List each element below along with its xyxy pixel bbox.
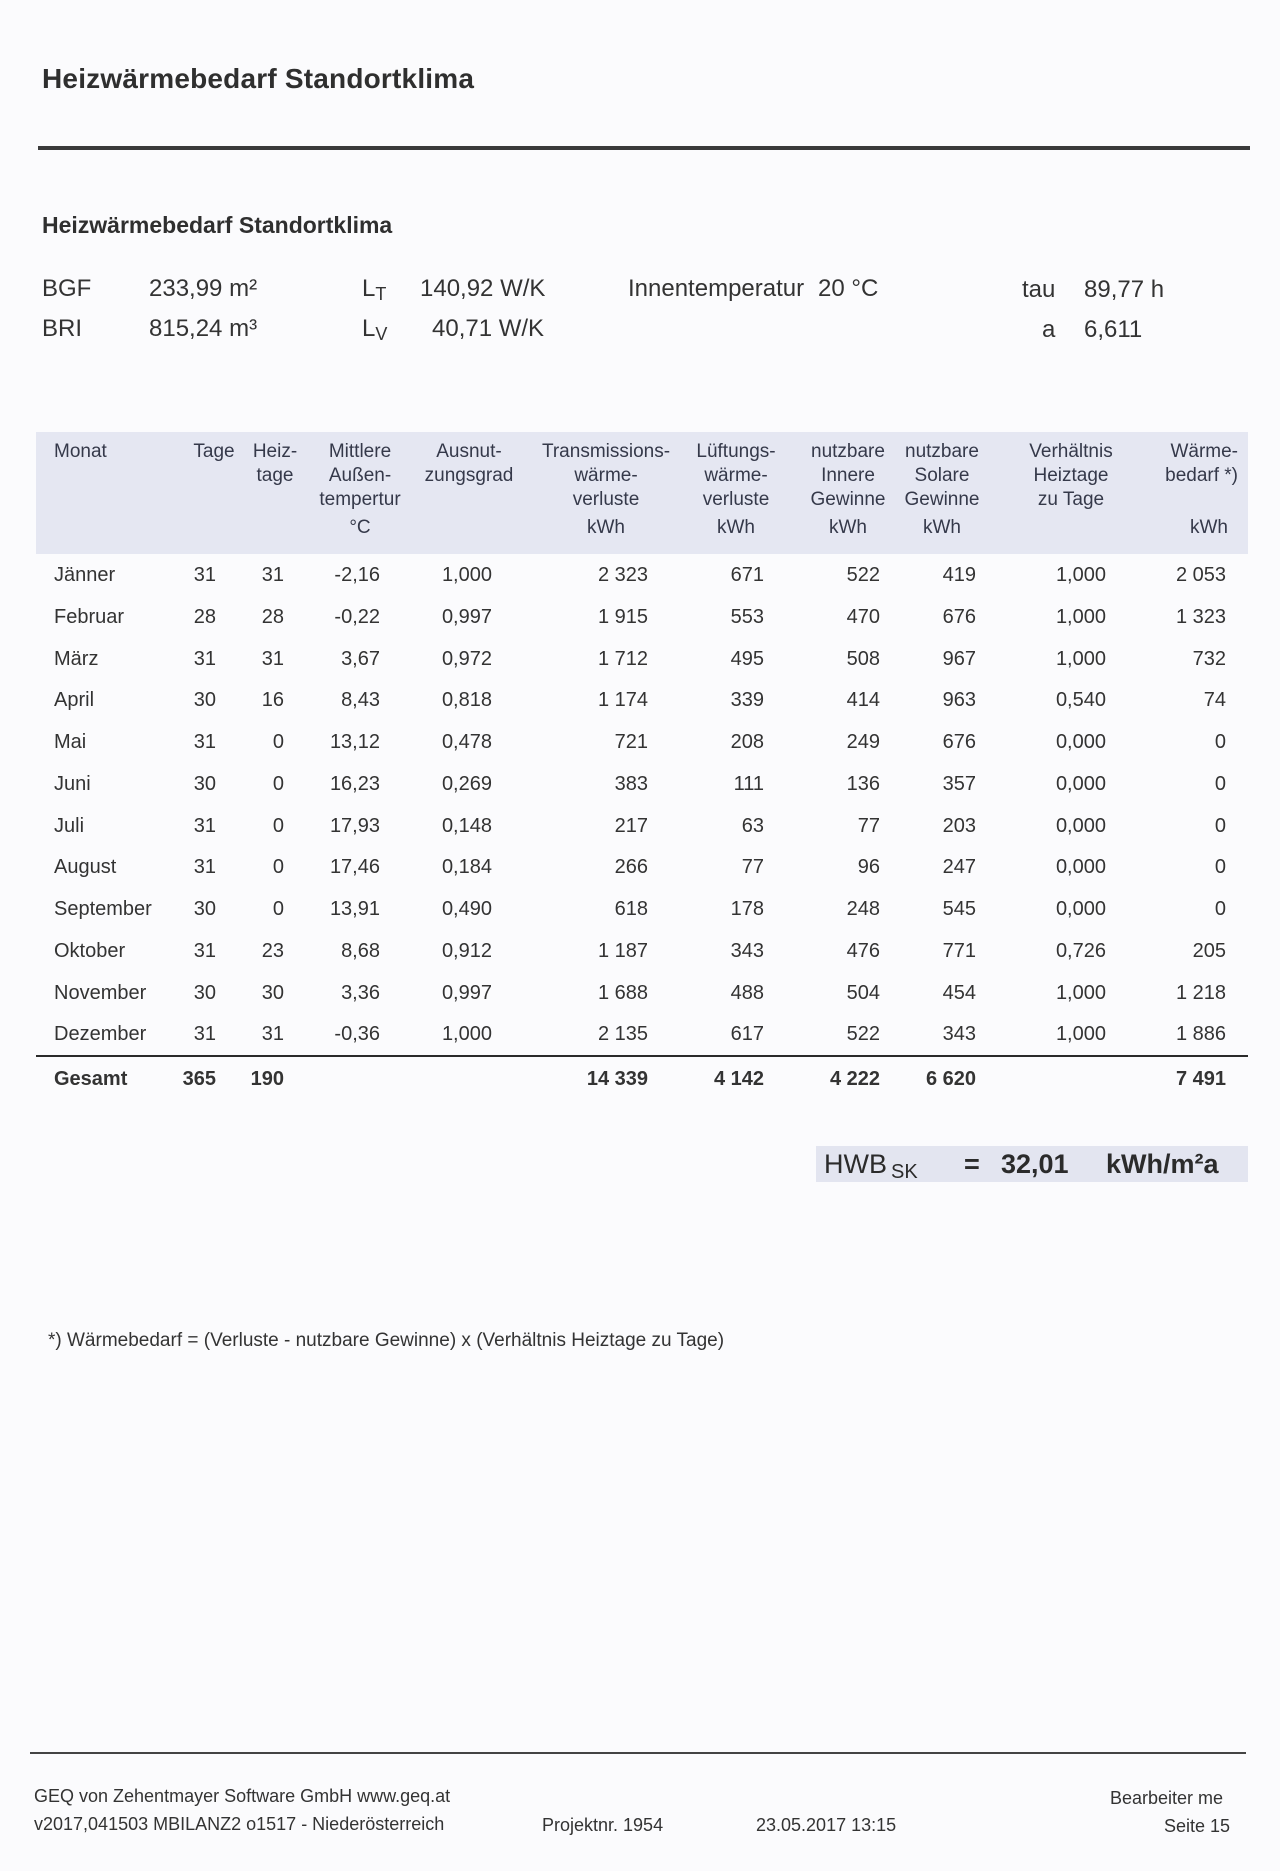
table-row	[36, 596, 1248, 638]
cell-temperatur: 3,36	[341, 981, 380, 1004]
cell-ausnutzungsgrad: 0,912	[441, 939, 492, 962]
cell-solare-gewinne: 247	[942, 856, 976, 879]
cell-lueftung: 77	[741, 856, 764, 879]
cell-temperatur: 8,68	[341, 939, 380, 962]
cell-monat: Juli	[54, 814, 85, 837]
cell-temperatur: 3,67	[341, 647, 380, 670]
cell-innere-gewinne: 522	[846, 564, 880, 586]
cell-monat: September	[54, 898, 152, 920]
footer-datum: 23.05.2017 13:15	[756, 1815, 897, 1835]
cell-temperatur: -2,16	[334, 564, 380, 586]
header-transmission: Transmissions- wärme- verluste kWh	[541, 441, 671, 538]
header-monat: Monat	[54, 441, 107, 462]
innentemperatur-value: 20 °C	[818, 275, 879, 302]
cell-heiztage: 0	[272, 772, 284, 795]
cell-monat: Jänner	[54, 564, 116, 586]
cell-ausnutzungsgrad: 0,997	[441, 605, 492, 628]
cell-solare-gewinne: 963	[942, 689, 976, 712]
cell-transmission: 2 135	[597, 1023, 648, 1046]
cell-lueftung: 111	[733, 772, 764, 795]
footer-projekt: Projektnr. 1954	[542, 1815, 664, 1835]
cell-transmission: 2 323	[597, 564, 648, 586]
cell-transmission: 217	[614, 814, 648, 837]
total-transmission: 14 339	[586, 1068, 648, 1090]
cell-innere-gewinne: 96	[857, 856, 880, 879]
header-solare-gewinne: nutzbare Solare Gewinne kWh	[904, 441, 980, 538]
cell-ausnutzungsgrad: 0,997	[441, 981, 492, 1004]
cell-tage: 30	[193, 898, 216, 920]
cell-solare-gewinne: 545	[942, 898, 976, 920]
cell-lueftung: 208	[730, 731, 764, 753]
hwb-result-box	[816, 1146, 1248, 1182]
table-row-total	[36, 1058, 1248, 1100]
cell-heiztage: 23	[261, 939, 284, 962]
cell-ausnutzungsgrad: 0,972	[441, 647, 492, 670]
cell-verhaeltnis: 0,000	[1055, 772, 1106, 795]
cell-verhaeltnis: 0,726	[1055, 939, 1106, 962]
cell-verhaeltnis: 1,000	[1055, 981, 1106, 1004]
cell-waermebedarf: 205	[1192, 939, 1226, 962]
total-label: Gesamt	[54, 1068, 128, 1090]
cell-waermebedarf: 1 886	[1175, 1023, 1226, 1046]
cell-temperatur: 8,43	[341, 689, 380, 712]
cell-waermebedarf: 0	[1214, 856, 1226, 879]
cell-tage: 30	[193, 981, 216, 1004]
cell-waermebedarf: 2 053	[1175, 564, 1226, 586]
cell-temperatur: 17,46	[329, 856, 380, 879]
footer-bearbeiter: Bearbeiter me	[1110, 1788, 1224, 1808]
cell-innere-gewinne: 249	[846, 731, 880, 753]
cell-monat: Juni	[54, 772, 91, 795]
cell-verhaeltnis: 0,000	[1055, 814, 1106, 837]
total-tage: 365	[182, 1068, 216, 1090]
cell-lueftung: 339	[730, 689, 764, 712]
cell-lueftung: 488	[730, 981, 764, 1004]
bgf-value: 233,99 m²	[149, 275, 258, 302]
cell-ausnutzungsgrad: 0,818	[441, 689, 492, 712]
cell-ausnutzungsgrad: 0,269	[441, 772, 492, 795]
cell-solare-gewinne: 203	[942, 814, 976, 837]
total-waermebedarf: 7 491	[1175, 1068, 1226, 1090]
cell-monat: Februar	[54, 605, 125, 628]
cell-lueftung: 495	[730, 647, 764, 670]
cell-lueftung: 343	[730, 939, 764, 962]
cell-tage: 31	[193, 939, 216, 962]
cell-transmission: 721	[614, 731, 648, 753]
cell-innere-gewinne: 248	[846, 898, 880, 920]
cell-transmission: 1 712	[597, 647, 648, 670]
table-row	[36, 1013, 1248, 1055]
cell-temperatur: 16,23	[329, 772, 380, 795]
cell-tage: 30	[193, 689, 216, 712]
cell-heiztage: 0	[272, 856, 284, 879]
hwb-label: HWB SK	[824, 1149, 918, 1183]
section-title: Heizwärmebedarf Standortklima	[42, 212, 393, 238]
lt-label: LT	[362, 275, 387, 304]
cell-temperatur: 13,12	[329, 731, 380, 753]
cell-innere-gewinne: 136	[846, 772, 880, 795]
cell-heiztage: 31	[261, 647, 284, 670]
cell-transmission: 1 187	[597, 939, 648, 962]
cell-temperatur: 17,93	[329, 814, 380, 837]
cell-verhaeltnis: 1,000	[1055, 605, 1106, 628]
cell-transmission: 1 688	[597, 981, 648, 1004]
cell-innere-gewinne: 414	[846, 689, 880, 712]
cell-solare-gewinne: 676	[942, 731, 976, 753]
cell-heiztage: 0	[272, 814, 284, 837]
cell-waermebedarf: 0	[1214, 814, 1226, 837]
table-row	[36, 763, 1248, 805]
bri-value: 815,24 m³	[149, 315, 258, 342]
cell-solare-gewinne: 343	[942, 1023, 976, 1046]
total-heiztage: 190	[250, 1068, 284, 1090]
cell-monat: April	[54, 689, 95, 712]
cell-ausnutzungsgrad: 0,478	[441, 731, 492, 753]
cell-monat: Dezember	[54, 1023, 147, 1046]
cell-ausnutzungsgrad: 0,148	[441, 814, 492, 837]
cell-temperatur: -0,36	[334, 1023, 380, 1046]
a-label: a	[1042, 316, 1056, 343]
table-row	[36, 846, 1248, 888]
cell-solare-gewinne: 967	[942, 647, 976, 670]
header-verhaeltnis: Verhältnis Heiztage zu Tage	[1029, 441, 1113, 510]
cell-waermebedarf: 0	[1214, 731, 1226, 753]
cell-solare-gewinne: 771	[942, 939, 976, 962]
cell-solare-gewinne: 419	[942, 564, 976, 586]
cell-monat: Mai	[54, 731, 87, 753]
cell-solare-gewinne: 454	[942, 981, 976, 1004]
cell-transmission: 1 174	[597, 689, 648, 712]
cell-heiztage: 0	[272, 898, 284, 920]
cell-verhaeltnis: 1,000	[1055, 1023, 1106, 1046]
table-row	[36, 721, 1248, 763]
cell-innere-gewinne: 476	[846, 939, 880, 962]
title-divider	[38, 146, 1250, 150]
cell-ausnutzungsgrad: 0,184	[441, 856, 492, 879]
header-innere-gewinne: nutzbare Innere Gewinne kWh	[810, 441, 886, 538]
cell-verhaeltnis: 0,000	[1055, 898, 1106, 920]
header-tage: Tage	[193, 441, 235, 462]
cell-tage: 30	[193, 772, 216, 795]
table-row	[36, 972, 1248, 1014]
cell-waermebedarf: 732	[1192, 647, 1226, 670]
hwb-equals: =	[964, 1149, 980, 1179]
cell-lueftung: 617	[730, 1023, 764, 1046]
cell-waermebedarf: 0	[1214, 772, 1226, 795]
innentemperatur-label: Innentemperatur	[628, 275, 805, 302]
cell-lueftung: 63	[741, 814, 764, 837]
cell-tage: 31	[193, 814, 216, 837]
total-solare-gewinne: 6 620	[925, 1068, 976, 1090]
footer-seite: Seite 15	[1164, 1816, 1231, 1836]
header-temperatur: Mittlere Außen- tempertur °C	[319, 441, 401, 538]
cell-temperatur: 13,91	[329, 898, 380, 920]
cell-verhaeltnis: 0,540	[1055, 689, 1106, 712]
a-value: 6,611	[1084, 316, 1143, 343]
bgf-label: BGF	[42, 275, 92, 302]
cell-tage: 31	[193, 856, 216, 879]
cell-monat: August	[54, 856, 117, 879]
cell-lueftung: 553	[730, 605, 764, 628]
cell-tage: 28	[193, 605, 216, 628]
cell-verhaeltnis: 1,000	[1055, 564, 1106, 586]
cell-ausnutzungsgrad: 1,000	[441, 564, 492, 586]
header-ausnutzungsgrad: Ausnut- zungsgrad	[424, 441, 514, 486]
lv-label: LV	[362, 315, 388, 344]
total-divider	[36, 1055, 1248, 1057]
cell-solare-gewinne: 676	[942, 605, 976, 628]
cell-heiztage: 30	[261, 981, 284, 1004]
cell-transmission: 1 915	[597, 605, 648, 628]
footnote: *) Wärmebedarf = (Verluste - nutzbare Gewinne) x (Verhältnis Heiztage zu Tage)	[48, 1330, 725, 1351]
footer-divider	[30, 1752, 1246, 1754]
cell-monat: März	[54, 647, 99, 670]
cell-transmission: 266	[614, 856, 648, 879]
cell-solare-gewinne: 357	[942, 772, 976, 795]
cell-waermebedarf: 74	[1203, 689, 1226, 712]
cell-verhaeltnis: 0,000	[1055, 731, 1106, 753]
bri-label: BRI	[42, 315, 83, 342]
cell-heiztage: 31	[261, 1023, 284, 1046]
total-innere-gewinne: 4 222	[829, 1068, 880, 1090]
table-row	[36, 930, 1248, 972]
cell-monat: November	[54, 981, 147, 1004]
table-row	[36, 638, 1248, 680]
table-row	[36, 554, 1248, 596]
table-row	[36, 805, 1248, 847]
tau-label: tau	[1022, 276, 1056, 303]
lv-value: 40,71 W/K	[432, 315, 545, 342]
cell-monat: Oktober	[54, 939, 126, 962]
header-waermebedarf: Wärme- bedarf *) kWh	[1165, 441, 1238, 538]
cell-waermebedarf: 0	[1214, 898, 1226, 920]
cell-ausnutzungsgrad: 1,000	[441, 1023, 492, 1046]
cell-innere-gewinne: 470	[846, 605, 880, 628]
header-heiztage: Heiz- tage	[252, 441, 298, 486]
cell-lueftung: 671	[730, 564, 764, 586]
cell-tage: 31	[193, 731, 216, 753]
footer-software: GEQ von Zehentmayer Software GmbH www.geq.at	[34, 1786, 451, 1806]
cell-heiztage: 0	[272, 731, 284, 753]
cell-innere-gewinne: 504	[846, 981, 880, 1004]
lt-value: 140,92 W/K	[420, 275, 546, 302]
cell-heiztage: 28	[261, 605, 284, 628]
cell-transmission: 383	[614, 772, 648, 795]
tau-value: 89,77 h	[1084, 276, 1165, 303]
cell-innere-gewinne: 77	[857, 814, 880, 837]
cell-transmission: 618	[614, 898, 648, 920]
cell-heiztage: 31	[261, 564, 284, 586]
hwb-unit: kWh/m²a	[1106, 1149, 1219, 1179]
cell-temperatur: -0,22	[334, 605, 380, 628]
header-lueftung: Lüftungs- wärme- verluste kWh	[696, 441, 776, 538]
cell-tage: 31	[193, 1023, 216, 1046]
hwb-value: 32,01	[1001, 1149, 1069, 1179]
total-lueftung: 4 142	[713, 1068, 764, 1090]
page-title: Heizwärmebedarf Standortklima	[42, 63, 475, 94]
table-row	[36, 679, 1248, 721]
cell-verhaeltnis: 1,000	[1055, 647, 1106, 670]
table-row	[36, 888, 1248, 930]
cell-waermebedarf: 1 323	[1175, 605, 1226, 628]
cell-tage: 31	[193, 564, 216, 586]
cell-ausnutzungsgrad: 0,490	[441, 898, 492, 920]
cell-innere-gewinne: 508	[846, 647, 880, 670]
cell-lueftung: 178	[730, 898, 764, 920]
cell-verhaeltnis: 0,000	[1055, 856, 1106, 879]
cell-tage: 31	[193, 647, 216, 670]
cell-waermebedarf: 1 218	[1175, 981, 1226, 1004]
cell-heiztage: 16	[261, 689, 284, 712]
footer-version: v2017,041503 MBILANZ2 o1517 - Niederösterreich	[34, 1814, 445, 1834]
cell-innere-gewinne: 522	[846, 1023, 880, 1046]
